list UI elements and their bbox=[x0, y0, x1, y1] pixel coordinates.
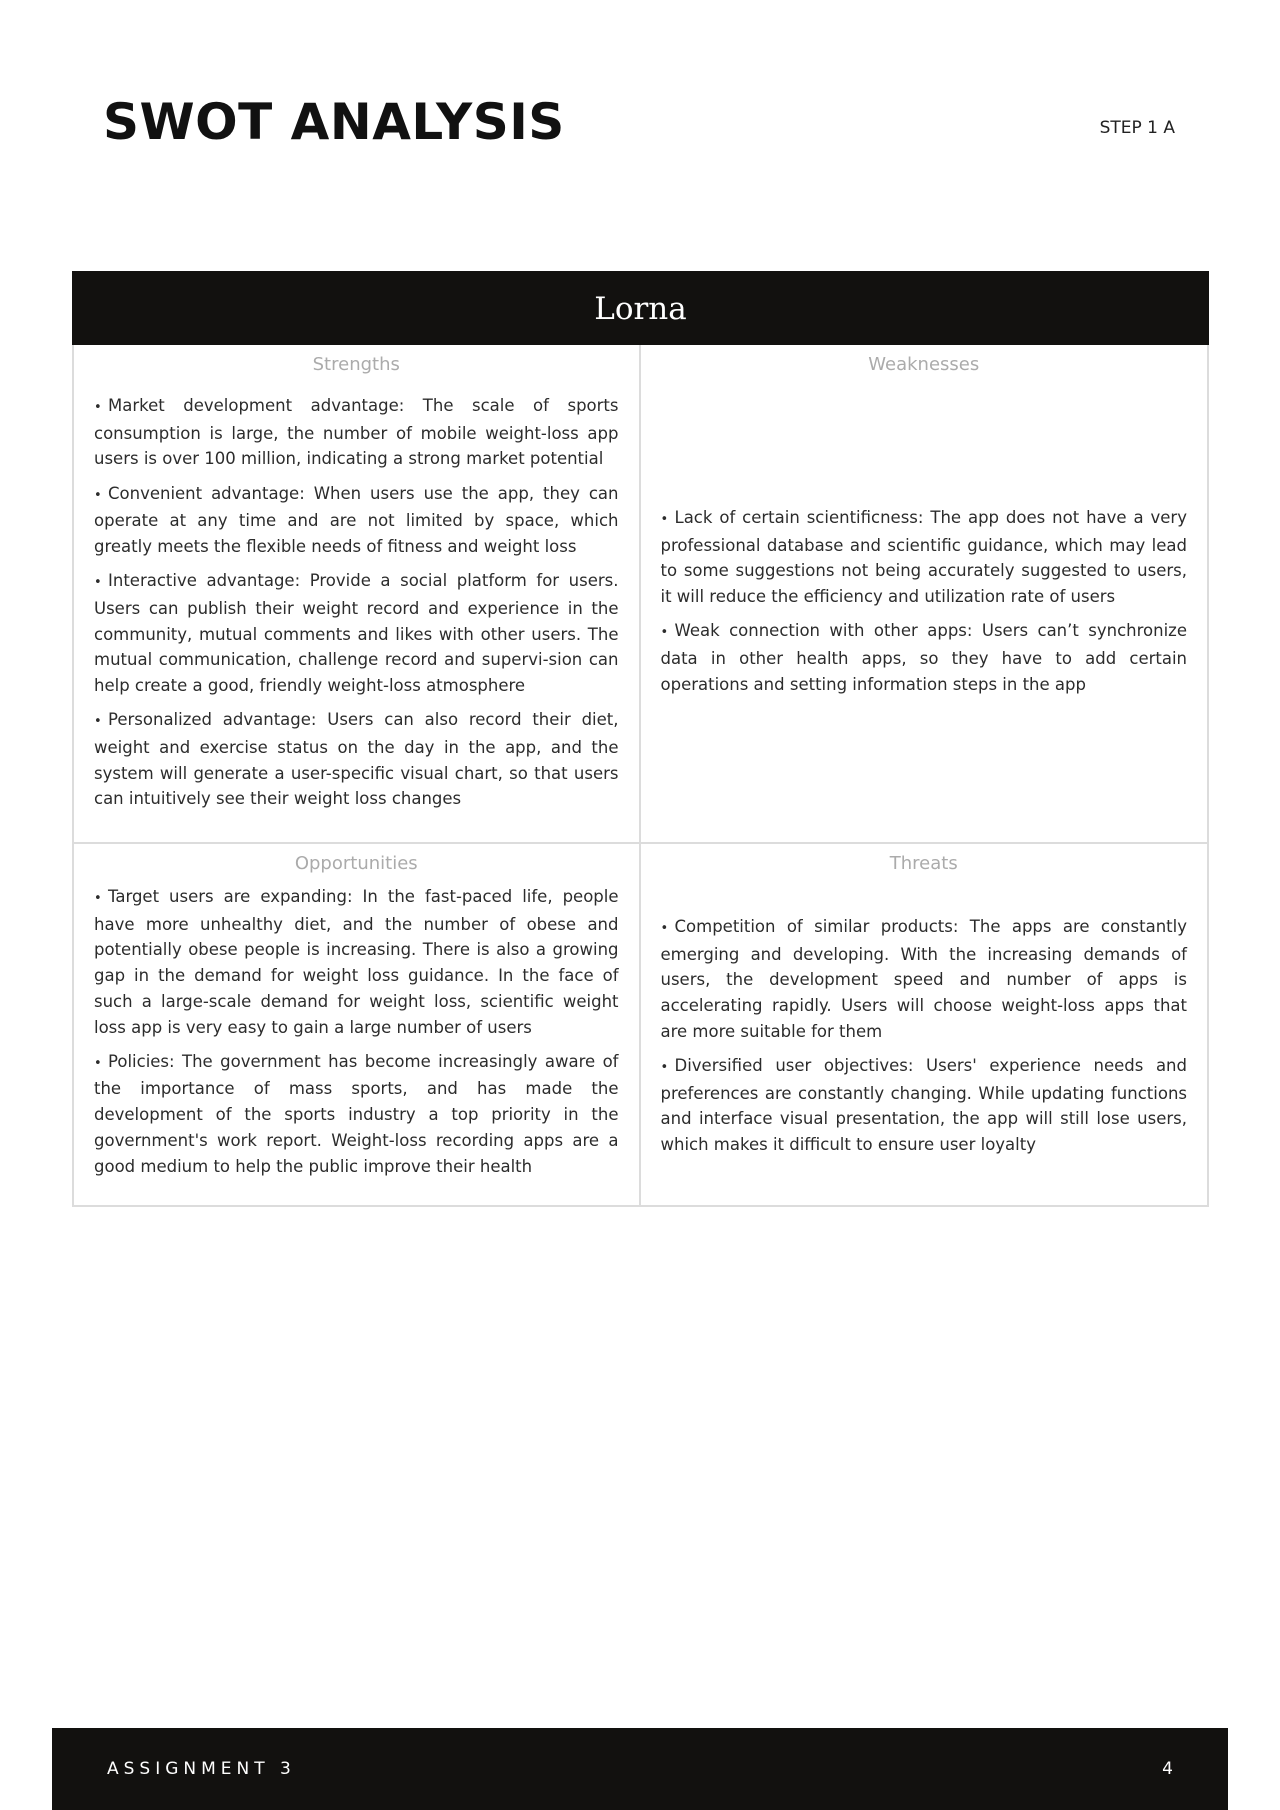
weakness-text: Weak connection with other apps: Users can’t synchronize data in other health apps, so they have to add certain operations and setting information steps in the app bbox=[660, 621, 1187, 694]
list-item bbox=[94, 884, 619, 1040]
weaknesses-heading: Weaknesses bbox=[868, 354, 980, 375]
list-item bbox=[94, 393, 619, 472]
swot-table bbox=[72, 271, 1209, 1207]
opportunities-heading: Opportunities bbox=[294, 853, 418, 874]
strength-text: Personalized advantage: Users can also record their diet, weight and exercise status on the day in the app, and the system will generate a user-specific visual chart, so that users can intuitively see their weight loss changes bbox=[94, 710, 619, 809]
strength-text: Market development advantage: The scale of sports consumption is large, the number of mobile weight-loss app users is over 100 million, indicating a strong market potential bbox=[94, 396, 619, 469]
bullet-icon: • bbox=[94, 1055, 102, 1071]
bullet-icon: • bbox=[660, 1060, 669, 1076]
strengths-cell bbox=[74, 345, 641, 842]
list-item bbox=[94, 481, 619, 560]
strength-text: Interactive advantage: Provide a social platform for users. Users can publish their weight record and experience in the community, mutual comments and likes with other users. The mutual communication, challenge record and supervi-sion can help create a good, friendly weight-loss atmosphere bbox=[94, 571, 619, 696]
list-item bbox=[94, 1049, 619, 1180]
swot-header bbox=[72, 271, 1209, 345]
list-item bbox=[661, 914, 1188, 1045]
footer-bar bbox=[52, 1728, 1228, 1810]
weakness-text: Lack of certain scientificness: The app does not have a very professional database and scientific guidance, which may lead to some suggestions not being accurately suggested to users, it will reduce the efficiency and utilization rate of users bbox=[660, 508, 1187, 607]
opportunity-text: Policies: The government has become increasingly aware of the importance of mass sports, and has made the development of the sports industry a top priority in the government's work report. Weight-loss recording apps are a good medium to help the public improve their health bbox=[94, 1051, 619, 1176]
opportunity-text: Target users are expanding: In the fast-paced life, people have more unhealthy diet, and the number of obese and potentially obese people is increasing. There is also a growing gap in the demand for weight loss guidance. In the face of such a large-scale demand for weight loss, scientific weight loss app is very easy to gain a large number of users bbox=[94, 887, 619, 1037]
swot-row-bottom bbox=[74, 842, 1207, 1205]
list-item bbox=[661, 1053, 1188, 1158]
strength-text: Convenient advantage: When users use the app, they can operate at any time and are not limited by space, which greatly meets the flexible needs of fitness and weight loss bbox=[94, 483, 619, 557]
bullet-icon: • bbox=[660, 512, 669, 527]
step-label: STEP 1 A bbox=[1099, 118, 1175, 138]
threats-list bbox=[661, 914, 1188, 1158]
bullet-icon: • bbox=[94, 714, 102, 730]
threats-heading: Threats bbox=[889, 853, 958, 874]
page-title: SWOT ANALYSIS bbox=[103, 93, 565, 151]
threat-text: Diversified user objectives: Users' experience needs and preferences are constantly changing. While updating functions and interface visual presentation, the app will still lose users, which makes it difficult to ensure user loyalty bbox=[660, 1056, 1187, 1155]
threat-text: Competition of similar products: The apps are constantly emerging and developing. With the increasing demands of users, the development speed and number of apps is accelerating rapidly. Users will choose weight-loss apps that are more suitable for them bbox=[660, 917, 1187, 1041]
list-item bbox=[94, 707, 619, 812]
list-item bbox=[661, 505, 1188, 610]
bullet-icon: • bbox=[94, 400, 102, 415]
bullet-icon: • bbox=[94, 487, 102, 503]
bullet-icon: • bbox=[660, 921, 669, 936]
page-number: 4 bbox=[1162, 1759, 1173, 1779]
opportunities-cell bbox=[74, 844, 641, 1205]
opportunities-list bbox=[94, 884, 619, 1179]
strengths-heading: Strengths bbox=[312, 354, 400, 375]
strengths-list bbox=[94, 393, 619, 812]
weaknesses-list bbox=[661, 505, 1188, 697]
bullet-icon: • bbox=[94, 891, 102, 906]
swot-subject-title: Lorna bbox=[594, 291, 687, 327]
bullet-icon: • bbox=[94, 575, 102, 591]
footer-label: ASSIGNMENT 3 bbox=[107, 1759, 296, 1779]
list-item bbox=[94, 568, 619, 699]
threats-cell bbox=[641, 844, 1208, 1205]
swot-row-top bbox=[74, 345, 1207, 842]
weaknesses-cell bbox=[641, 345, 1208, 842]
list-item bbox=[661, 618, 1188, 697]
bullet-icon: • bbox=[660, 625, 669, 641]
